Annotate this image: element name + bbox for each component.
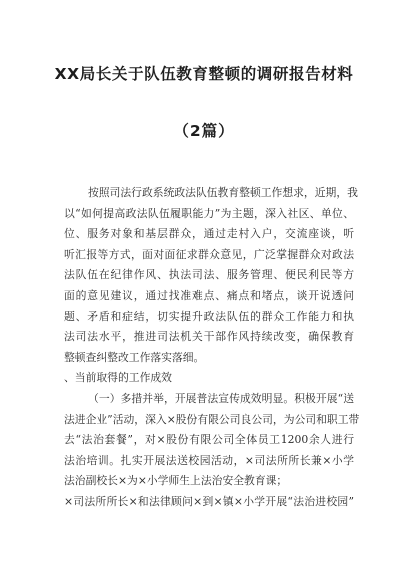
body-line: 去“法治套餐”，对×股份有限公司全体员工1200余人进行 — [64, 433, 354, 447]
body-line: 听汇报等方式，面对面征求群众意见，广泛掌握群众对政法 — [64, 247, 354, 261]
body-line: 法治培训。扎实开展法送校园活动，×司法所所长兼×小学 — [64, 453, 354, 467]
body-line: 整顿查纠整改工作落实落细。 — [64, 350, 205, 364]
section-heading: 、当前取得的工作成效 — [64, 371, 172, 385]
body-line: 位、服务对象和基层群众，通过走村入户，交流座谈，听 — [64, 227, 354, 241]
body-line: ×司法所所长×和法律顾问×到×镇×小学开展“法治进校园” — [64, 494, 354, 508]
document-subtitle: （2篇） — [173, 122, 235, 140]
body-line: 法司法水平，推进司法机关干部作风持续改变，确保教育 — [64, 330, 354, 344]
document-title: XX局长关于队伍教育整顿的调研报告材料 — [54, 65, 354, 83]
body-line: 法治副校长×为×小学师生上法治安全教育课； — [64, 474, 288, 488]
document-body — [64, 183, 360, 513]
body-line: 题、矛盾和症结，切实提升政法队伍的群众工作能力和执 — [64, 309, 354, 323]
body-line: 法队伍在纪律作风、执法司法、服务管理、便民利民等方 — [64, 268, 354, 282]
body-line: 按照司法行政系统政法队伍教育整顿工作想求，近期，我 — [88, 186, 358, 199]
body-line: 面的意见建议，通过找准难点、痛点和堵点，谈开说透问 — [64, 288, 354, 302]
body-line: （一）多措并举，开展普法宣传成效明显。积极开展“送 — [88, 391, 354, 405]
body-line: 以“如何提高政法队伍履职能力”为主题，深入社区、单位、 — [64, 206, 354, 220]
body-line: 法进企业”活动，深入×股份有限公司良公司，为公司和职工带 — [64, 412, 360, 426]
